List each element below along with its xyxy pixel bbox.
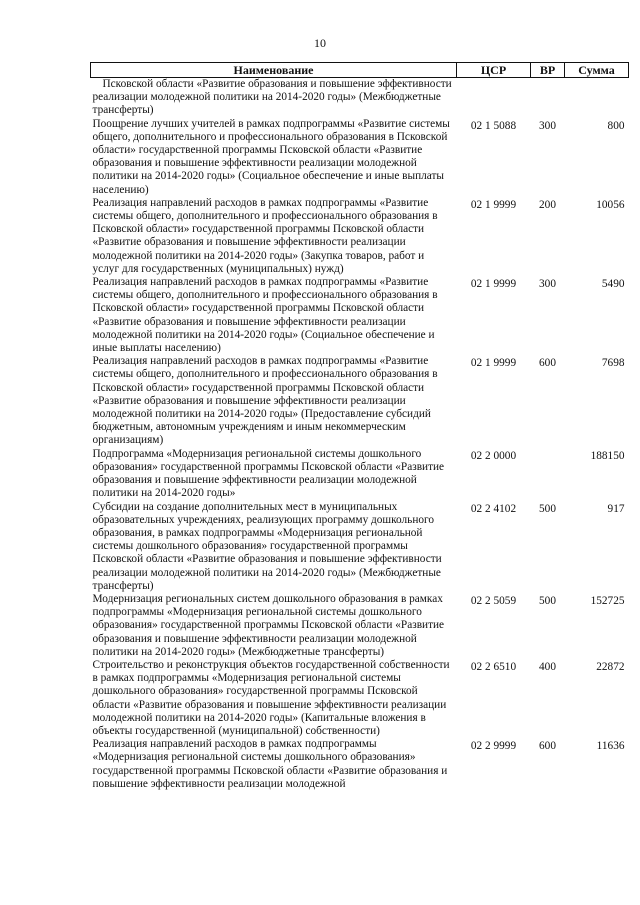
- row-name: Реализация направлений расходов в рамках подпрограммы «Развитие системы общего, дополнительного и профессионального образования в Псковской области» государственной программы Псковской области «Развитие образования и повышение эффективности реализации молодежной политики на 2014-2020 годы» (Предоставление субсидий бюджетным, автономным учреждениям и иным некоммерческим организациям): [92, 355, 438, 447]
- row-vr: 600: [539, 357, 556, 370]
- row-sum: 10056: [596, 198, 625, 211]
- row-sum: [565, 78, 629, 118]
- table-row: [91, 448, 629, 501]
- row-name: Подпрограмма «Модернизация региональной системы дошкольного образования» государственной программы Псковской области «Развитие образования и повышение эффективности реализации молодежной политики на 2014-2020 годы»: [92, 447, 445, 500]
- row-csr: [457, 78, 531, 118]
- row-csr: 02 2 5059: [470, 594, 517, 607]
- row-name: Реализация направлений расходов в рамках подпрограммы «Развитие системы общего, дополнительного и профессионального образования в Псковской области» государственной программы Псковской области «Развитие образования и повышение эффективности реализации молодежной политики на 2014-2020 годы» (Социальное обеспечение и иные выплаты населению): [92, 276, 438, 355]
- header-name: Наименование: [91, 63, 457, 78]
- row-csr: 02 1 9999: [470, 198, 517, 211]
- row-csr: 02 2 0000: [470, 449, 517, 462]
- table-row: [91, 593, 629, 659]
- table-row: [91, 78, 629, 118]
- row-sum: 5490: [601, 278, 625, 291]
- row-name: Реализация направлений расходов в рамках подпрограммы «Развитие системы общего, дополнительного и профессионального образования в Псковской области» государственной программы Псковской области «Развитие образования и повышение эффективности реализации молодежной политики на 2014-2020 годы» (Закупка товаров, работ и услуг для государственных (муниципальных) нужд): [92, 196, 438, 275]
- row-sum: 152725: [590, 594, 625, 607]
- table-header-row: [91, 63, 629, 78]
- row-name: Субсидии на создание дополнительных мест в муниципальных образовательных учреждениях, реализующих программу дошкольного образования, в рамках подпрограммы «Модернизация региональной системы дошкольного образования» государственной программы Псковской области «Развитие образования и повышение эффективности реализации молодежной политики на 2014-2020 годы» (Межбюджетные трансферты): [92, 500, 442, 592]
- header-vr: ВР: [531, 63, 565, 78]
- row-name: Модернизация региональных систем дошкольного образования в рамках подпрограммы «Модернизация региональной системы дошкольного образования» государственной программы Псковской области «Развитие образования и повышение эффективности реализации молодежной политики на 2014-2020 годы» (Межбюджетные трансферты): [92, 592, 445, 658]
- row-sum: 7698: [601, 357, 625, 370]
- row-name: Псковской области «Развитие образования и повышение эффективности реализации молодежной политики на 2014-2020 годы» (Межбюджетные трансферты): [92, 78, 452, 117]
- row-vr: 200: [539, 198, 556, 211]
- row-sum: 188150: [590, 449, 625, 462]
- row-sum: 11636: [596, 740, 625, 753]
- row-sum: 800: [607, 119, 625, 132]
- table-row: [91, 197, 629, 276]
- row-csr: 02 1 9999: [470, 278, 517, 291]
- row-name: Строительство и реконструкция объектов государственной собственности в рамках подпрограммы «Модернизация региональной системы дошкольного образования» государственной программы Псковской области «Развитие образования и повышение эффективности реализации молодежной политики на 2014-2020 годы» (Капитальные вложения в объекты государственной (муниципальной) собственности): [92, 658, 450, 737]
- row-sum: 917: [607, 502, 625, 515]
- row-csr: 02 1 9999: [470, 357, 517, 370]
- table-row: [91, 276, 629, 355]
- row-name: Реализация направлений расходов в рамках подпрограммы «Модернизация региональной системы дошкольного образования» государственной программы Псковской области «Развитие образования и повышение эффективности реализации молодежной: [92, 738, 448, 790]
- table-row: [91, 355, 629, 447]
- row-vr: 300: [539, 119, 556, 132]
- row-vr: 400: [539, 660, 556, 673]
- budget-table: [90, 62, 629, 791]
- table-row: [91, 501, 629, 593]
- table-row: [91, 118, 629, 197]
- row-csr: 02 2 6510: [470, 660, 517, 673]
- header-csr: ЦСР: [457, 63, 531, 78]
- page-number: 10: [314, 36, 326, 50]
- table-row: [91, 738, 629, 791]
- header-sum: Сумма: [565, 63, 629, 78]
- row-sum: 22872: [596, 660, 625, 673]
- row-vr: 500: [539, 502, 556, 515]
- row-vr: [531, 448, 565, 501]
- row-name: Поощрение лучших учителей в рамках подпрограммы «Развитие системы общего, дополнительного и профессионального образования в Псковской области» государственной программы Псковской области «Развитие образования и повышение эффективности реализации молодежной политики на 2014-2020 годы» (Социальное обеспечение и иные выплаты населению): [92, 117, 450, 196]
- row-vr: 300: [539, 278, 556, 291]
- row-csr: 02 2 9999: [470, 740, 517, 753]
- row-vr: 500: [539, 594, 556, 607]
- row-vr: [531, 78, 565, 118]
- row-vr: 600: [539, 740, 556, 753]
- row-csr: 02 1 5088: [470, 119, 517, 132]
- table-row: [91, 659, 629, 738]
- row-csr: 02 2 4102: [470, 502, 517, 515]
